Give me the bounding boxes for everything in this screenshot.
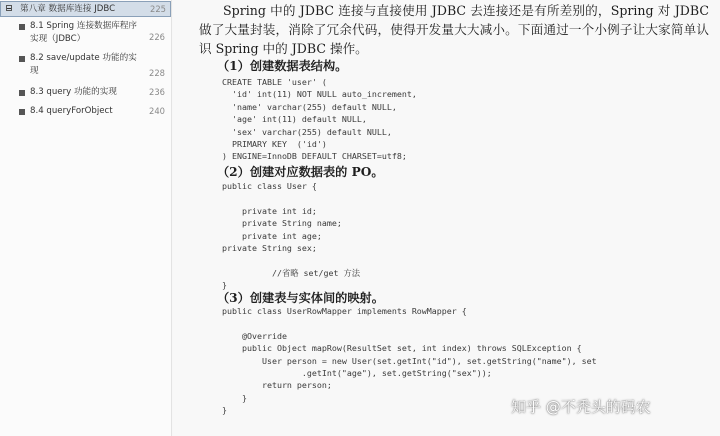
watermark: 知乎 @不秃头的码农	[511, 398, 651, 416]
code-line: //省略 set/get 方法	[222, 267, 361, 278]
code-line: private String name;	[222, 218, 342, 229]
code-line: .getInt("age"), set.getString("sex"));	[222, 367, 492, 378]
code-line: }	[222, 392, 247, 403]
code-line	[222, 317, 597, 329]
outline-item-title: 8.4 queryForObject	[30, 106, 113, 116]
code-line: 'name' varchar(255) default NULL,	[222, 101, 397, 112]
code-line: public class User {	[222, 181, 317, 191]
outline-item-title: 8.3 query 功能的实现	[30, 87, 117, 97]
outline-item-8-1[interactable]	[0, 20, 171, 50]
code-line: PRIMARY KEY ('id')	[222, 138, 327, 149]
code-line: public Object mapRow(ResultSet set, int index) throws SQLException {	[222, 343, 582, 354]
outline-item-8-3[interactable]	[0, 86, 171, 102]
outline-sidebar	[0, 0, 172, 436]
code-line: private int age;	[222, 230, 322, 241]
outline-item-8-2[interactable]	[0, 52, 171, 82]
code-line: 'sex' varchar(255) default NULL,	[222, 126, 392, 137]
outline-item-page: 240	[149, 106, 165, 116]
bookmark-bullet-icon	[19, 109, 25, 115]
code-block-user-po	[222, 180, 360, 292]
outline-item-page: 226	[149, 32, 165, 42]
section-heading-row-mapper: （3）创建表与实体间的映射。	[217, 291, 384, 305]
code-line: private int id;	[222, 205, 317, 216]
document-page	[173, 0, 720, 436]
code-block-create-table	[222, 76, 417, 163]
section-heading-create-table: （1）创建数据表结构。	[217, 59, 348, 73]
bookmark-bullet-icon	[19, 90, 25, 96]
outline-item-title: 8.2 save/update 功能的实现	[30, 53, 137, 76]
bookmark-bullet-icon	[19, 56, 25, 62]
outline-item-chapter-8[interactable]	[0, 1, 171, 17]
outline-item-title: 第八章 数据库连接 JDBC	[20, 4, 116, 14]
code-line: return person;	[222, 380, 332, 391]
code-line: CREATE TABLE 'user' (	[222, 77, 327, 87]
outline-item-page: 225	[150, 4, 166, 14]
outline-item-page: 236	[149, 87, 165, 97]
code-line: private String sex;	[222, 242, 317, 253]
code-line: 'id' int(11) NOT NULL auto_increment,	[222, 89, 417, 100]
outline-item-8-4[interactable]	[0, 105, 171, 121]
code-line	[222, 192, 360, 204]
collapse-toggle-icon[interactable]	[6, 5, 12, 11]
code-line: User person = new User(set.getInt("id"), set.getString("name"), set	[222, 355, 597, 366]
code-line	[222, 254, 360, 266]
code-line: public class UserRowMapper implements RowMapper {	[222, 306, 467, 316]
bookmark-bullet-icon	[19, 24, 25, 30]
code-line: @Override	[222, 330, 287, 341]
code-line: ) ENGINE=InnoDB DEFAULT CHARSET=utf8;	[222, 151, 407, 162]
outline-item-page: 228	[149, 68, 165, 78]
outline-item-title: 8.1 Spring 连接数据库程序实现（JDBC）	[30, 21, 138, 44]
code-line: }	[222, 405, 227, 416]
code-line: }	[222, 280, 227, 291]
section-heading-create-po: （2）创建对应数据表的 PO。	[217, 165, 384, 179]
intro-paragraph: Spring 中的 JDBC 连接与直接使用 JDBC 去连接还是有所差别的，Spring 对 JDBC 做了大量封装，消除了冗余代码，使得开发量大大减小。下面通过一个小例子让大家简单认识 Spring 中的 JDBC 操作。	[199, 3, 709, 56]
code-line: 'age' int(11) default NULL,	[222, 114, 367, 125]
